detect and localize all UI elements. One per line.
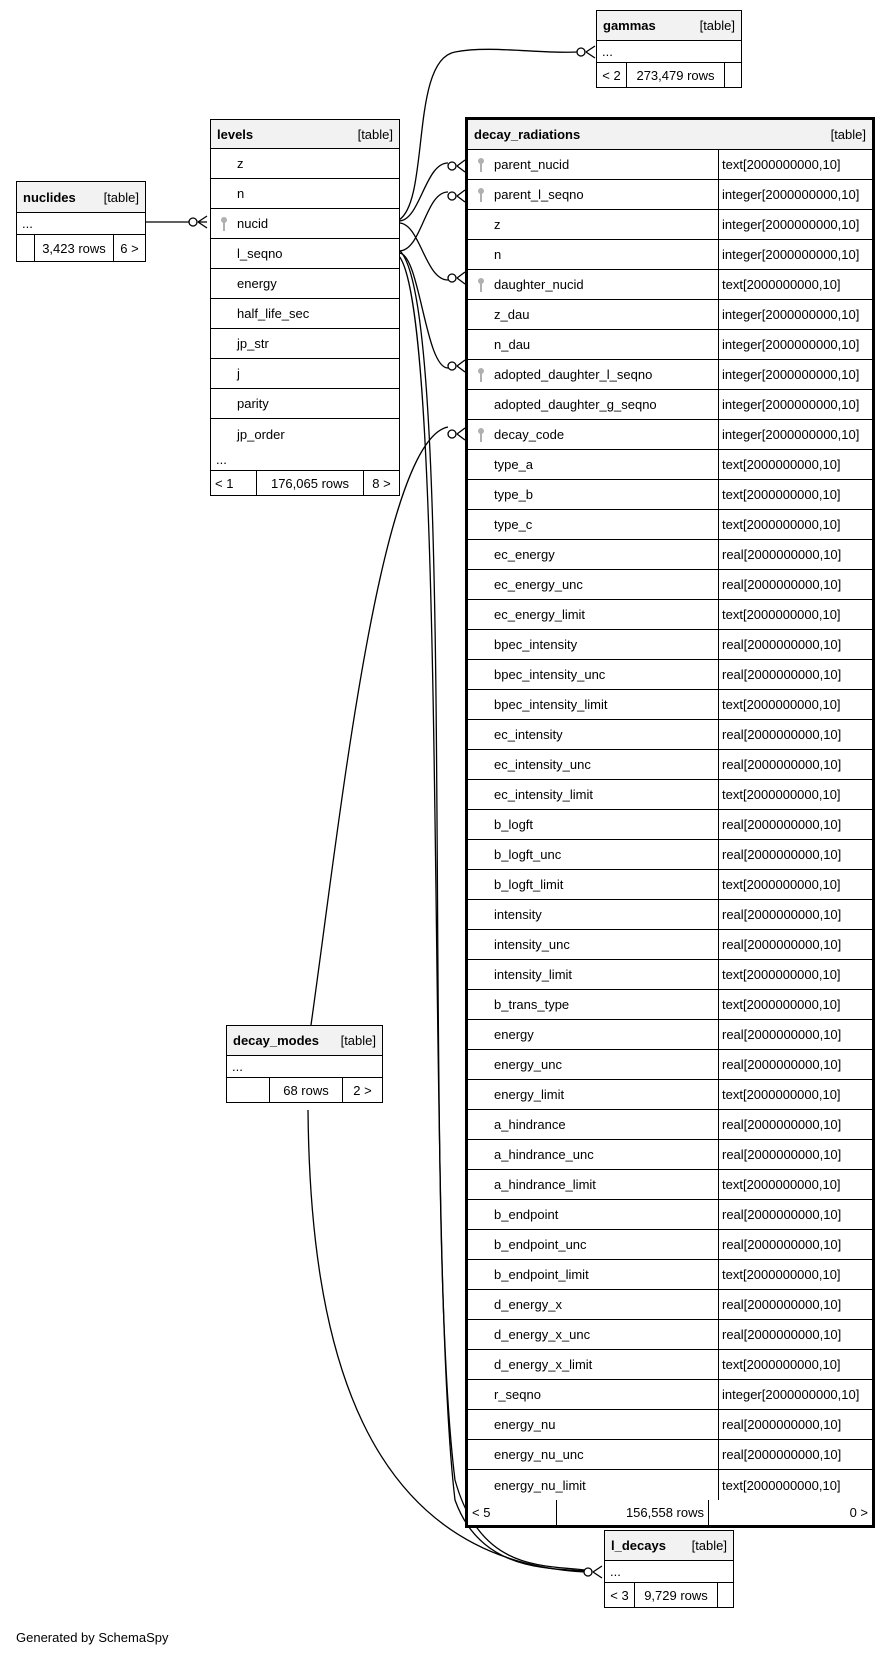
column-name bbox=[468, 540, 718, 569]
children-count: 8 > bbox=[363, 471, 399, 495]
column-name bbox=[468, 390, 718, 419]
column-row[interactable] bbox=[211, 269, 399, 299]
column-row[interactable] bbox=[468, 1170, 872, 1200]
column-name-text: type_b bbox=[494, 487, 534, 502]
column-name bbox=[468, 1260, 718, 1289]
table-decay-radiations[interactable] bbox=[465, 117, 875, 1528]
column-name bbox=[468, 900, 718, 929]
parents-count: < 1 bbox=[215, 475, 234, 491]
column-row[interactable] bbox=[468, 840, 872, 870]
column-type: integer[2000000000,10] bbox=[718, 360, 872, 389]
column-name bbox=[468, 870, 718, 899]
column-row[interactable] bbox=[468, 1440, 872, 1470]
column-name bbox=[468, 210, 718, 239]
column-name bbox=[468, 180, 718, 209]
column-row[interactable] bbox=[468, 930, 872, 960]
column-row[interactable] bbox=[211, 299, 399, 329]
column-row[interactable] bbox=[468, 480, 872, 510]
column-name-text: d_energy_x_limit bbox=[494, 1357, 593, 1372]
column-name-text: ec_energy_limit bbox=[494, 607, 586, 622]
column-type: text[2000000000,10] bbox=[718, 780, 872, 809]
column-name bbox=[211, 359, 399, 388]
column-row[interactable] bbox=[468, 990, 872, 1020]
column-name bbox=[468, 840, 718, 869]
ellipsis-row bbox=[211, 449, 399, 471]
children-count: 2 > bbox=[342, 1078, 382, 1102]
column-name-text: b_endpoint bbox=[494, 1207, 559, 1222]
column-type: text[2000000000,10] bbox=[718, 990, 872, 1019]
column-name bbox=[468, 1110, 718, 1139]
column-name-text: b_logft bbox=[494, 817, 534, 832]
parents-count bbox=[227, 1078, 269, 1102]
column-row[interactable] bbox=[468, 180, 872, 210]
column-name bbox=[468, 630, 718, 659]
ellipsis: ... bbox=[232, 1059, 243, 1074]
table-kind: [table] bbox=[340, 1033, 376, 1048]
column-name bbox=[468, 690, 718, 719]
column-name-text: ec_energy_unc bbox=[494, 577, 583, 592]
column-name-text: energy bbox=[494, 1027, 534, 1042]
column-row[interactable] bbox=[468, 870, 872, 900]
column-name bbox=[211, 239, 399, 268]
children-count bbox=[724, 63, 741, 87]
table-footer bbox=[468, 1500, 872, 1525]
column-row[interactable] bbox=[468, 600, 872, 630]
column-name bbox=[468, 660, 718, 689]
column-name bbox=[211, 419, 399, 449]
column-name bbox=[468, 240, 718, 269]
column-name-text: parity bbox=[237, 396, 269, 411]
table-nuclides[interactable] bbox=[16, 181, 146, 262]
column-type: integer[2000000000,10] bbox=[718, 1380, 872, 1409]
column-name bbox=[468, 450, 718, 479]
column-type: real[2000000000,10] bbox=[718, 810, 872, 839]
table-header bbox=[211, 120, 399, 149]
column-type: real[2000000000,10] bbox=[718, 750, 872, 779]
column-name bbox=[468, 1200, 718, 1229]
column-name-text: intensity bbox=[494, 907, 542, 922]
children-count bbox=[717, 1583, 733, 1607]
table-header bbox=[227, 1026, 382, 1056]
column-name bbox=[468, 600, 718, 629]
column-type: real[2000000000,10] bbox=[718, 570, 872, 599]
column-row[interactable] bbox=[468, 1320, 872, 1350]
column-name bbox=[211, 329, 399, 358]
column-row[interactable] bbox=[468, 1350, 872, 1380]
table-kind: [table] bbox=[830, 127, 866, 142]
column-name bbox=[468, 150, 718, 179]
column-name bbox=[468, 510, 718, 539]
key-icon bbox=[478, 188, 484, 202]
column-name-text: parent_l_seqno bbox=[494, 187, 584, 202]
table-name: decay_modes bbox=[233, 1033, 319, 1048]
column-type: real[2000000000,10] bbox=[718, 1440, 872, 1469]
column-type: integer[2000000000,10] bbox=[718, 240, 872, 269]
ellipsis: ... bbox=[216, 452, 227, 467]
column-name-text: type_c bbox=[494, 517, 533, 532]
column-row[interactable] bbox=[468, 1410, 872, 1440]
column-name-text: n bbox=[494, 247, 502, 262]
column-name-text: intensity_limit bbox=[494, 967, 573, 982]
column-name bbox=[468, 810, 718, 839]
column-row[interactable] bbox=[468, 660, 872, 690]
column-name-text: energy_unc bbox=[494, 1057, 562, 1072]
column-name-text: parent_nucid bbox=[494, 157, 570, 172]
table-name: nuclides bbox=[23, 189, 76, 205]
column-type: integer[2000000000,10] bbox=[718, 420, 872, 449]
column-type: real[2000000000,10] bbox=[718, 1200, 872, 1229]
key-icon bbox=[478, 158, 484, 172]
column-row[interactable] bbox=[468, 960, 872, 990]
column-row[interactable] bbox=[468, 510, 872, 540]
column-type: integer[2000000000,10] bbox=[718, 180, 872, 209]
row-count: 156,558 rows bbox=[556, 1500, 708, 1525]
column-name-text: bpec_intensity_unc bbox=[494, 667, 606, 682]
column-name-text: n_dau bbox=[494, 337, 531, 352]
column-row[interactable] bbox=[468, 330, 872, 360]
column-row[interactable] bbox=[211, 209, 399, 239]
column-name bbox=[211, 149, 399, 178]
column-row[interactable] bbox=[468, 1470, 872, 1500]
column-row[interactable] bbox=[468, 1200, 872, 1230]
column-type: real[2000000000,10] bbox=[718, 1320, 872, 1349]
column-name-text: d_energy_x bbox=[494, 1297, 562, 1312]
column-name bbox=[468, 720, 718, 749]
ellipsis-row bbox=[597, 41, 741, 63]
parents-count bbox=[17, 235, 34, 261]
table-name: l_decays bbox=[611, 1538, 666, 1553]
column-type: real[2000000000,10] bbox=[718, 630, 872, 659]
column-name-text: energy_nu_limit bbox=[494, 1477, 586, 1493]
column-name bbox=[211, 389, 399, 418]
column-name bbox=[211, 209, 399, 238]
table-header bbox=[468, 120, 872, 150]
table-kind: [table] bbox=[357, 126, 393, 142]
column-name bbox=[468, 1470, 718, 1500]
column-name bbox=[468, 420, 718, 449]
column-name bbox=[468, 1050, 718, 1079]
column-name-text: half_life_sec bbox=[237, 306, 310, 321]
column-name bbox=[468, 1080, 718, 1109]
column-type: integer[2000000000,10] bbox=[718, 330, 872, 359]
column-type: text[2000000000,10] bbox=[718, 270, 872, 299]
column-type: integer[2000000000,10] bbox=[718, 210, 872, 239]
ellipsis-row bbox=[605, 1561, 733, 1583]
column-name-text: bpec_intensity_limit bbox=[494, 697, 608, 712]
table-footer bbox=[605, 1583, 733, 1607]
table-footer bbox=[597, 63, 741, 87]
column-name bbox=[468, 1410, 718, 1439]
column-row[interactable] bbox=[211, 419, 399, 449]
column-row[interactable] bbox=[468, 300, 872, 330]
column-row[interactable] bbox=[211, 329, 399, 359]
column-name bbox=[211, 269, 399, 298]
column-row[interactable] bbox=[468, 1110, 872, 1140]
table-name: gammas bbox=[603, 18, 656, 33]
column-name-text: ec_intensity_limit bbox=[494, 787, 593, 802]
children-count: 6 > bbox=[113, 235, 145, 261]
table-decay-modes[interactable] bbox=[226, 1025, 383, 1103]
column-name bbox=[468, 570, 718, 599]
column-type: text[2000000000,10] bbox=[718, 1170, 872, 1199]
column-name bbox=[468, 780, 718, 809]
column-name-text: energy_limit bbox=[494, 1087, 565, 1102]
parents-count: < 5 bbox=[472, 1505, 491, 1520]
table-header bbox=[597, 11, 741, 41]
column-row[interactable] bbox=[211, 389, 399, 419]
column-type: real[2000000000,10] bbox=[718, 1230, 872, 1259]
column-row[interactable] bbox=[468, 900, 872, 930]
column-type: text[2000000000,10] bbox=[718, 1260, 872, 1289]
column-name-text: a_hindrance bbox=[494, 1117, 566, 1132]
children-count: 0 > bbox=[708, 1500, 872, 1525]
column-type: text[2000000000,10] bbox=[718, 510, 872, 539]
column-name bbox=[468, 1230, 718, 1259]
column-name-text: ec_energy bbox=[494, 547, 555, 562]
column-name bbox=[468, 1020, 718, 1049]
table-footer bbox=[211, 471, 399, 495]
ellipsis: ... bbox=[610, 1564, 621, 1579]
column-type: real[2000000000,10] bbox=[718, 1410, 872, 1439]
column-name bbox=[468, 270, 718, 299]
column-name bbox=[468, 480, 718, 509]
column-row[interactable] bbox=[468, 270, 872, 300]
column-name-text: ec_intensity_unc bbox=[494, 757, 591, 772]
column-name-text: b_endpoint_limit bbox=[494, 1267, 589, 1282]
key-icon bbox=[478, 368, 484, 382]
column-row[interactable] bbox=[468, 1260, 872, 1290]
column-type: text[2000000000,10] bbox=[718, 600, 872, 629]
column-type: text[2000000000,10] bbox=[718, 450, 872, 479]
column-row[interactable] bbox=[468, 390, 872, 420]
column-type: real[2000000000,10] bbox=[718, 1290, 872, 1319]
table-kind: [table] bbox=[103, 189, 139, 205]
column-name bbox=[468, 930, 718, 959]
column-row[interactable] bbox=[211, 359, 399, 389]
column-type: real[2000000000,10] bbox=[718, 930, 872, 959]
column-name-text: r_seqno bbox=[494, 1387, 541, 1402]
column-row[interactable] bbox=[468, 630, 872, 660]
column-row[interactable] bbox=[468, 420, 872, 450]
column-row[interactable] bbox=[211, 149, 399, 179]
row-count: 176,065 rows bbox=[256, 471, 363, 495]
column-type: real[2000000000,10] bbox=[718, 1140, 872, 1169]
column-type: text[2000000000,10] bbox=[718, 150, 872, 179]
column-row[interactable] bbox=[468, 240, 872, 270]
column-name bbox=[468, 1290, 718, 1319]
row-count: 3,423 rows bbox=[34, 235, 113, 261]
table-levels[interactable] bbox=[210, 119, 400, 496]
row-count: 273,479 rows bbox=[626, 63, 724, 87]
column-row[interactable] bbox=[468, 360, 872, 390]
column-type: text[2000000000,10] bbox=[718, 870, 872, 899]
table-gammas[interactable] bbox=[596, 10, 742, 88]
column-name-text: z_dau bbox=[494, 307, 530, 322]
column-name bbox=[468, 750, 718, 779]
column-row[interactable] bbox=[468, 1050, 872, 1080]
column-name-text: adopted_daughter_g_seqno bbox=[494, 397, 657, 412]
column-name-text: energy bbox=[237, 276, 277, 291]
column-row[interactable] bbox=[468, 1140, 872, 1170]
column-row[interactable] bbox=[468, 150, 872, 180]
key-icon bbox=[221, 217, 227, 231]
column-name-text: energy_nu_unc bbox=[494, 1447, 584, 1462]
column-name bbox=[468, 1440, 718, 1469]
ellipsis-row bbox=[227, 1056, 382, 1078]
column-type: integer[2000000000,10] bbox=[718, 300, 872, 329]
column-name-text: decay_code bbox=[494, 427, 565, 442]
column-name-text: z bbox=[494, 217, 501, 232]
ellipsis: ... bbox=[22, 216, 33, 231]
column-type: integer[2000000000,10] bbox=[718, 390, 872, 419]
generated-by-text: Generated by SchemaSpy bbox=[16, 1630, 169, 1645]
column-name-text: adopted_daughter_l_seqno bbox=[494, 367, 653, 382]
column-name bbox=[211, 299, 399, 328]
table-name: levels bbox=[217, 126, 254, 142]
column-row[interactable] bbox=[468, 750, 872, 780]
column-name-text: jp_str bbox=[237, 336, 269, 351]
column-row[interactable] bbox=[468, 810, 872, 840]
table-footer bbox=[227, 1078, 382, 1102]
table-header bbox=[605, 1531, 733, 1561]
table-header bbox=[17, 182, 145, 213]
column-row[interactable] bbox=[468, 1290, 872, 1320]
column-name bbox=[468, 300, 718, 329]
column-type: real[2000000000,10] bbox=[718, 720, 872, 749]
column-name-text: b_logft_limit bbox=[494, 877, 564, 892]
column-type: text[2000000000,10] bbox=[718, 480, 872, 509]
column-type: text[2000000000,10] bbox=[718, 1080, 872, 1109]
column-name-text: ec_intensity bbox=[494, 727, 563, 742]
column-name-text: daughter_nucid bbox=[494, 277, 584, 292]
table-footer bbox=[17, 235, 145, 261]
column-name bbox=[468, 960, 718, 989]
table-l-decays[interactable] bbox=[604, 1530, 734, 1608]
column-row[interactable] bbox=[468, 210, 872, 240]
column-name bbox=[468, 1140, 718, 1169]
ellipsis: ... bbox=[602, 44, 613, 59]
column-type: text[2000000000,10] bbox=[718, 960, 872, 989]
column-name bbox=[468, 1350, 718, 1379]
ellipsis-row bbox=[17, 213, 145, 235]
column-row[interactable] bbox=[468, 450, 872, 480]
column-name-text: jp_order bbox=[237, 426, 285, 442]
column-row[interactable] bbox=[468, 720, 872, 750]
column-row[interactable] bbox=[211, 239, 399, 269]
table-name: decay_radiations bbox=[474, 127, 581, 142]
column-row[interactable] bbox=[468, 1230, 872, 1260]
column-name bbox=[468, 990, 718, 1019]
column-name-text: b_logft_unc bbox=[494, 847, 562, 862]
column-row[interactable] bbox=[468, 690, 872, 720]
column-name-text: n bbox=[237, 186, 245, 201]
column-name-text: l_seqno bbox=[237, 246, 283, 261]
column-row[interactable] bbox=[468, 1020, 872, 1050]
column-type: text[2000000000,10] bbox=[718, 1350, 872, 1379]
table-kind: [table] bbox=[691, 1538, 727, 1553]
column-type: real[2000000000,10] bbox=[718, 1020, 872, 1049]
table-kind: [table] bbox=[699, 18, 735, 33]
column-name-text: j bbox=[237, 366, 240, 381]
row-count: 68 rows bbox=[269, 1078, 342, 1102]
parents-count: < 3 bbox=[610, 1587, 629, 1603]
column-name-text: type_a bbox=[494, 457, 534, 472]
column-type: real[2000000000,10] bbox=[718, 840, 872, 869]
column-row[interactable] bbox=[468, 1080, 872, 1110]
column-name-text: z bbox=[237, 156, 244, 171]
column-name-text: nucid bbox=[237, 216, 269, 231]
column-name-text: intensity_unc bbox=[494, 937, 570, 952]
column-type: real[2000000000,10] bbox=[718, 900, 872, 929]
column-name bbox=[468, 1320, 718, 1349]
key-icon bbox=[478, 278, 484, 292]
column-name-text: a_hindrance_limit bbox=[494, 1177, 596, 1192]
row-count: 9,729 rows bbox=[634, 1583, 717, 1607]
column-name-text: a_hindrance_unc bbox=[494, 1147, 594, 1162]
column-row[interactable] bbox=[468, 1380, 872, 1410]
column-name bbox=[468, 1170, 718, 1199]
column-name-text: b_trans_type bbox=[494, 997, 570, 1012]
column-name bbox=[468, 1380, 718, 1409]
column-name-text: d_energy_x_unc bbox=[494, 1327, 591, 1342]
column-row[interactable] bbox=[468, 540, 872, 570]
column-type: text[2000000000,10] bbox=[718, 690, 872, 719]
parents-count: < 2 bbox=[602, 67, 621, 83]
column-name bbox=[468, 330, 718, 359]
column-type: real[2000000000,10] bbox=[718, 660, 872, 689]
column-name bbox=[211, 179, 399, 208]
column-name-text: bpec_intensity bbox=[494, 637, 578, 652]
column-type: text[2000000000,10] bbox=[718, 1470, 872, 1500]
column-type: real[2000000000,10] bbox=[718, 540, 872, 569]
column-row[interactable] bbox=[468, 780, 872, 810]
column-type: real[2000000000,10] bbox=[718, 1110, 872, 1139]
column-type: real[2000000000,10] bbox=[718, 1050, 872, 1079]
column-name-text: energy_nu bbox=[494, 1417, 556, 1432]
column-row[interactable] bbox=[211, 179, 399, 209]
column-row[interactable] bbox=[468, 570, 872, 600]
key-icon bbox=[478, 428, 484, 442]
column-name-text: b_endpoint_unc bbox=[494, 1237, 587, 1252]
column-name bbox=[468, 360, 718, 389]
